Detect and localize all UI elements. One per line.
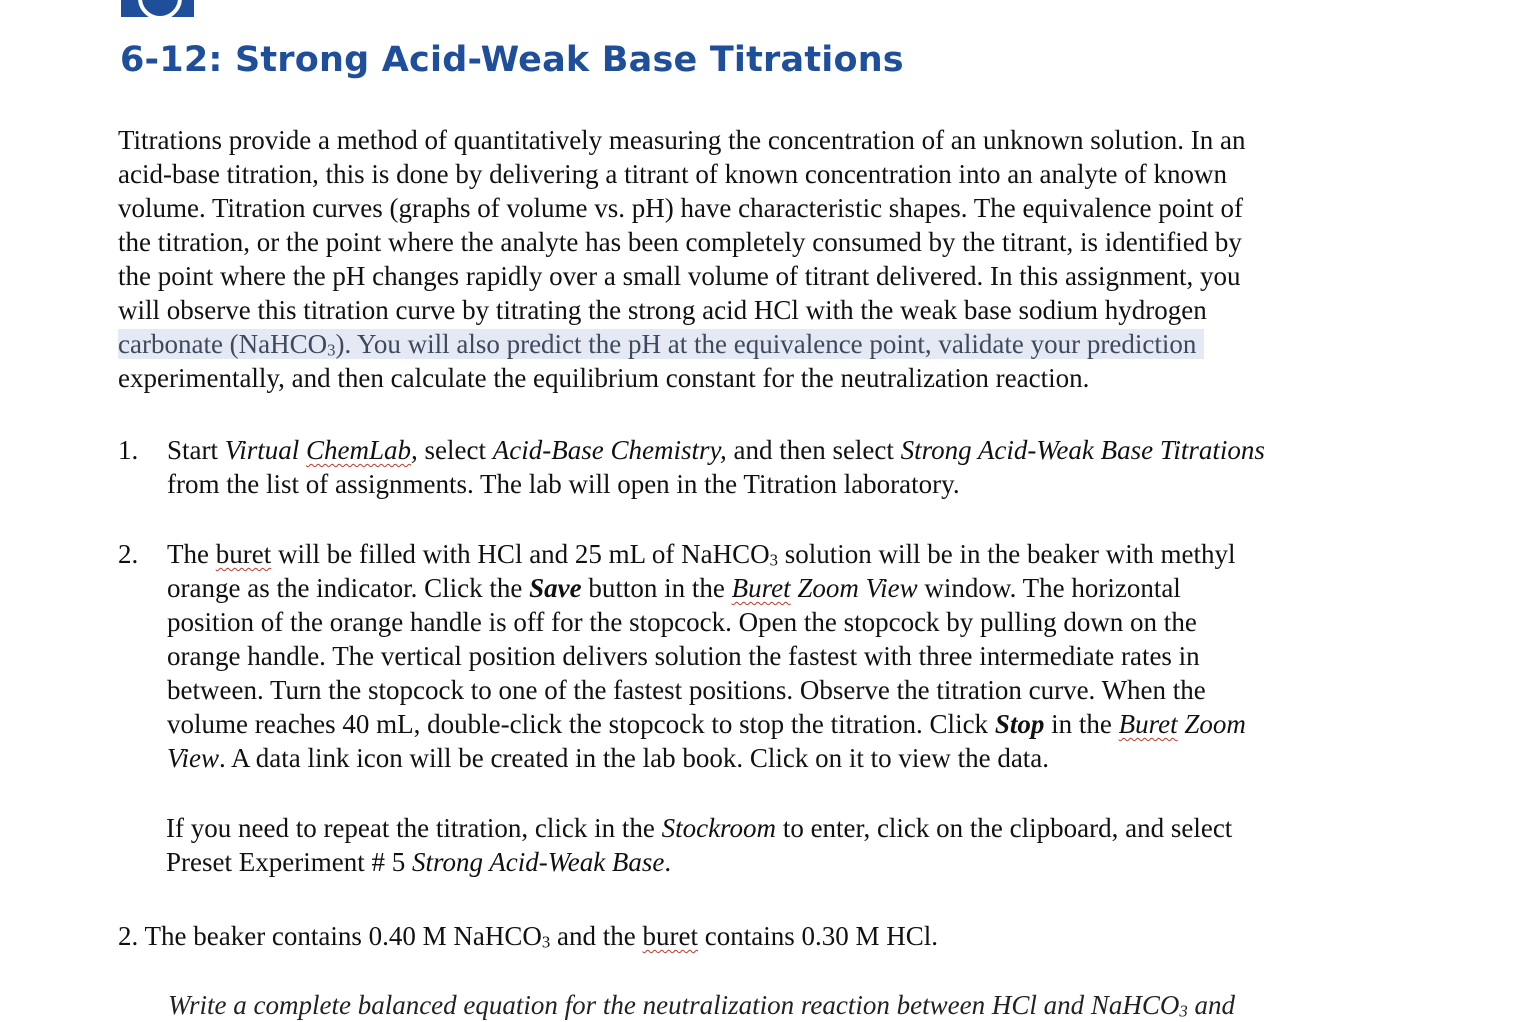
- text-selection-highlight: carbonate (NaHCO$_3$). You will also predict the pH at the equivalence point, validate your prediction: [118, 329, 1204, 359]
- step-number: 2.: [118, 539, 139, 569]
- page-title: 6-12: Strong Acid-Weak Base Titrations: [120, 40, 904, 80]
- logo-icon: [121, 0, 194, 17]
- intro-line: the point where the pH changes rapidly over a small volume of titrant delivered. In this assignment, you: [118, 261, 1241, 291]
- spellcheck-underline: Buret: [1118, 709, 1178, 739]
- spellcheck-underline: Buret: [731, 573, 791, 603]
- spellcheck-underline: ChemLab: [306, 435, 412, 465]
- intro-line: acid-base titration, this is done by delivering a titrant of known concentration into an analyte of known: [118, 159, 1227, 189]
- intro-line: experimentally, and then calculate the equilibrium constant for the neutralization reaction.: [118, 363, 1090, 393]
- intro-line: the titration, or the point where the analyte has been completely consumed by the titrant, is identified by: [118, 227, 1242, 257]
- step-2-text: The buret will be filled with HCl and 25 mL of NaHCO$_3$ solution will be in the beaker with methyl orange as the indicator. Click the Save button in the Buret Zoom View window. The horizontal position of the orange handle is off for the stopcock. Open the stopcock by pulling down on the orange handle. The vertical position delivers solution the fastest with three intermediate rates in between. Turn the stopcock to one of the fastest positions. Observe the titration curve. When the volume reaches 40 mL, double-click the stopcock to stop the titration. Click Stop in the Buret Zoom View. A data link icon will be created in the lab book. Click on it to view the data.: [167, 539, 1246, 773]
- cut-off-instruction: Write a complete balanced equation for the neutralization reaction between HCl and NaHCO$_3$ and: [168, 990, 1235, 1021]
- spellcheck-underline: buret: [215, 539, 272, 569]
- intro-line-highlighted: [118, 327, 1246, 361]
- intro-line: Titrations provide a method of quantitatively measuring the concentration of an unknown solution. In an: [118, 125, 1246, 155]
- intro-line: will observe this titration curve by titrating the strong acid HCl with the weak base sodium hydrogen: [118, 295, 1207, 325]
- concentration-statement: 2. The beaker contains 0.40 M NaHCO$_3$ and the buret contains 0.30 M HCl.: [118, 921, 938, 952]
- step-1-text: Start Virtual ChemLab, select Acid-Base Chemistry, and then select Strong Acid-Weak Base Titrations from the list of assignments. The lab will open in the Titration laboratory.: [167, 435, 1265, 499]
- spellcheck-underline: buret: [642, 921, 698, 951]
- repeat-note: If you need to repeat the titration, click in the Stockroom to enter, click on the clipboard, and select Preset Experiment # 5 Strong Acid-Weak Base.: [166, 813, 1233, 877]
- intro-paragraph: [118, 123, 1246, 395]
- step-number: 1.: [118, 435, 139, 465]
- intro-line: volume. Titration curves (graphs of volume vs. pH) have characteristic shapes. The equivalence point of: [118, 193, 1243, 223]
